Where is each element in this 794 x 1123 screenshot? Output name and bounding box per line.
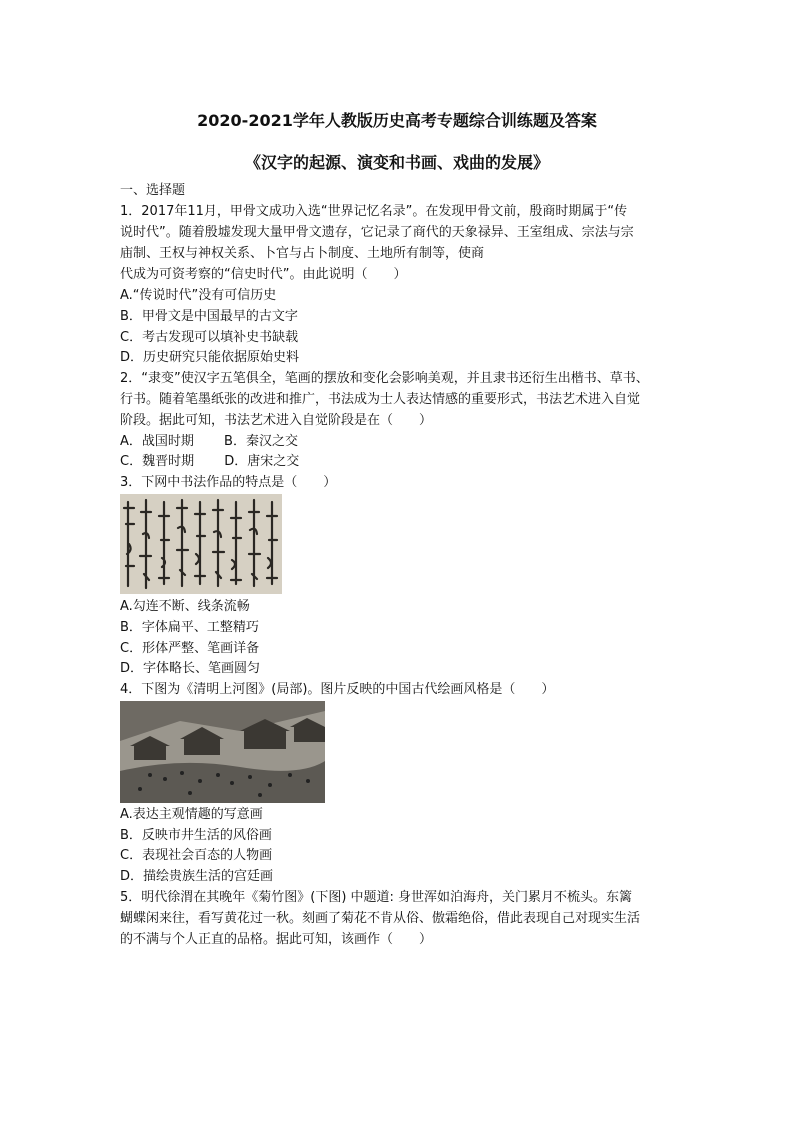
q5-line: 的不满与个人正直的品格。据此可知，该画作（ ） [120,932,433,947]
q2-options-cd: C．魏晋时期 D．唐宋之交 [120,454,300,469]
q1-line: 代成为可资考察的“信史时代”。由此说明（ ） [120,267,407,282]
q2-options-ab: A．战国时期 B．秦汉之交 [120,434,298,449]
calligraphy-image [120,494,282,594]
q2-line: 阶段。据此可知，书法艺术进入自觉阶段是在（ ） [120,413,433,428]
document-subtitle: 《汉字的起源、演变和书画、戏曲的发展》 [244,153,549,172]
q4-stem: 4．下图为《清明上河图》(局部)。图片反映的中国古代绘画风格是（ ） [120,682,555,697]
document-title: 2020-2021学年人教版历史高考专题综合训练题及答案 [197,111,597,130]
q1-line: 1．2017年11月，甲骨文成功入选“世界记忆名录”。在发现甲骨文前，殷商时期属于“传 [120,204,628,219]
q3-option-a: A.勾连不断、线条流畅 [120,599,250,614]
q4-option-c: C．表现社会百态的人物画 [120,848,273,863]
q3-option-b: B．字体扁平、工整精巧 [120,620,259,635]
q5-line: 5．明代徐渭在其晚年《菊竹图》(下图) 中题道: 身世浑如泊海舟，关门累月不梳头。东篱 [120,890,633,905]
q1-option-b: B．甲骨文是中国最早的古文字 [120,309,298,324]
q1-option-d: D．历史研究只能依据原始史料 [120,350,300,365]
q1-line: 说时代”。随着殷墟发现大量甲骨文遗存，它记录了商代的天象禄异、王室组成、宗法与宗 [120,225,634,240]
qingming-painting-image [120,701,325,803]
q4-option-a: A.表达主观情趣的写意画 [120,807,263,822]
q4-option-d: D．描绘贵族生活的宫廷画 [120,869,274,884]
q5-line: 蝴蝶闲来往，看写黄花过一秋。刻画了菊花不肯从俗、傲霜绝俗，借此表现自己对现实生活 [120,911,641,926]
q1-option-a: A.“传说时代”没有可信历史 [120,288,277,303]
q1-line: 庙制、王权与神权关系、卜官与占卜制度、土地所有制等，使商 [120,246,485,261]
section-heading: 一、选择题 [120,183,186,198]
q3-option-d: D．字体略长、笔画圆匀 [120,661,261,676]
q2-line: 行书。随着笔墨纸张的改进和推广，书法成为士人表达情感的重要形式，书法艺术进入自觉 [120,392,641,407]
q3-option-c: C．形体严整、笔画详备 [120,641,260,656]
q4-option-b: B．反映市井生活的风俗画 [120,828,272,843]
q3-stem: 3．下网中书法作品的特点是（ ） [120,475,337,490]
q2-line: 2．“隶变”使汉字五笔俱全，笔画的摆放和变化会影响美观，并且隶书还衍生出楷书、草书、 [120,371,649,386]
q1-option-c: C．考古发现可以填补史书缺载 [120,330,299,345]
